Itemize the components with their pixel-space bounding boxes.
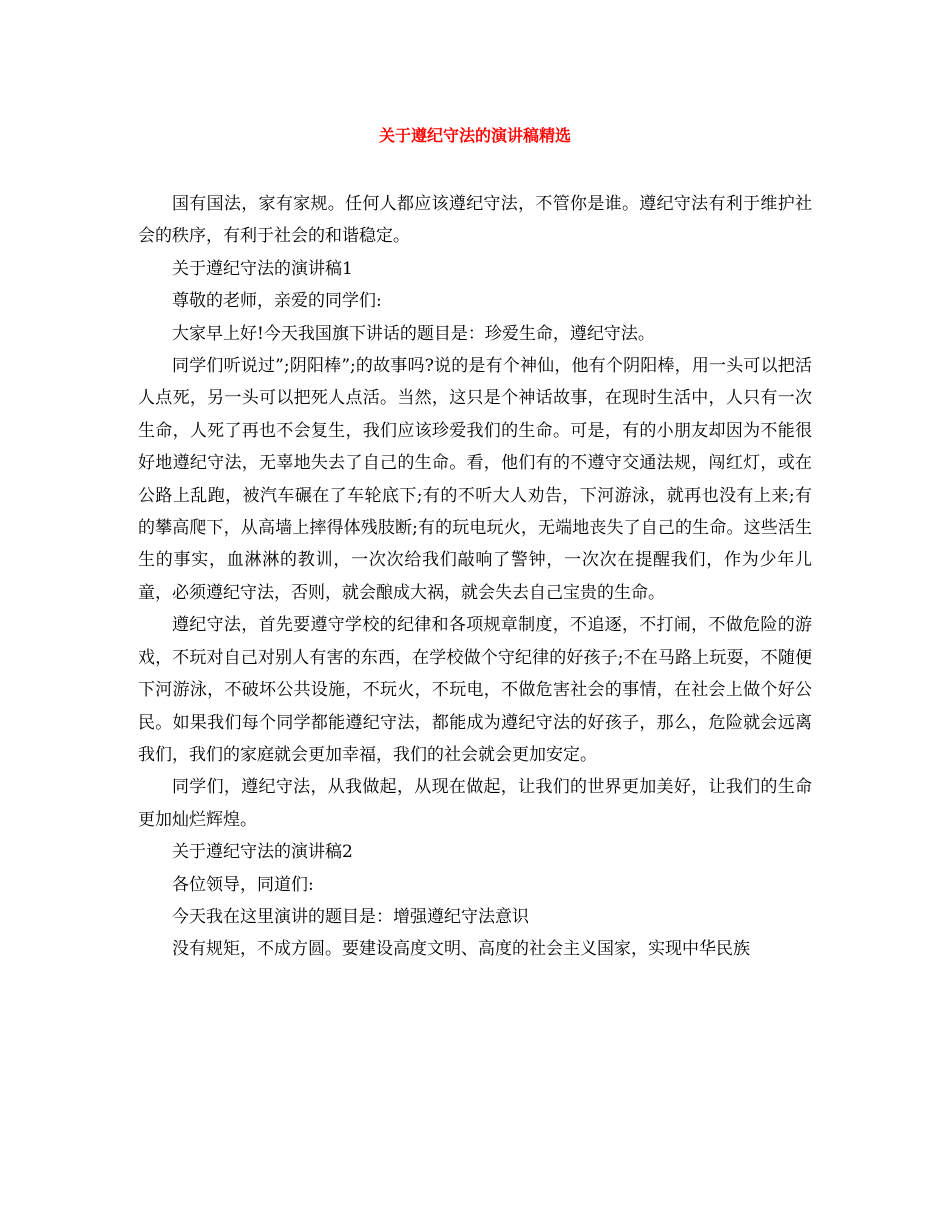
speech-1-paragraph-rules: 遵纪守法，首先要遵守学校的纪律和各项规章制度，不追逐，不打闹，不做危险的游戏，不玩对自己对别人有害的东西，在学校做个守纪律的好孩子;不在马路上玩耍，不随便下河游泳，不破坏公共设施，不玩火，不玩电，不做危害社会的事情，在社会上做个好公民。如果我们每个同学都能遵纪守法，都能成为遵纪守法的好孩子，那么，危险就会远离我们，我们的家庭就会更加幸福，我们的社会就会更加安定。 [138,615,812,765]
document-title: 关于遵纪守法的演讲稿精选 [378,126,571,145]
speech-2-topic: 今天我在这里演讲的题目是：增强遵纪守法意识 [172,906,529,927]
speech-2-heading: 关于遵纪守法的演讲稿2 [172,842,353,863]
speech-1-salutation: 尊敬的老师，亲爱的同学们: [172,291,382,312]
speech-1-paragraph-closing: 同学们，遵纪守法，从我做起，从现在做起，让我们的世界更加美好，让我们的生命更加灿烂辉煌。 [138,777,812,830]
document-body [138,188,812,966]
speech-1-heading: 关于遵纪守法的演讲稿1 [172,258,353,279]
paragraph-intro: 国有国法，家有家规。任何人都应该遵纪守法，不管你是谁。遵纪守法有利于维护社会的秩序，有利于社会的和谐稳定。 [138,194,812,247]
speech-1-paragraph-story: 同学们听说过”;阴阳棒”;的故事吗?说的是有个神仙，他有个阴阳棒，用一头可以把活人点死，另一头可以把死人点活。当然，这只是个神话故事，在现时生活中，人只有一次生命，人死了再也不会复生，我们应该珍爱我们的生命。可是，有的小朋友却因为不能很好地遵纪守法，无辜地失去了自己的生命。看，他们有的不遵守交通法规，闯红灯，或在公路上乱跑，被汽车碾在了车轮底下;有的不听大人劝告，下河游泳，就再也没有上来;有的攀高爬下，从高墙上摔得体残肢断;有的玩电玩火，无端地丧失了自己的生命。这些活生生的事实，血淋淋的教训，一次次给我们敲响了警钟，一次次在提醒我们，作为少年儿童，必须遵纪守法，否则，就会酿成大祸，就会失去自己宝贵的生命。 [138,356,812,603]
speech-2-salutation: 各位领导，同道们: [172,874,314,895]
speech-2-paragraph-opening: 没有规矩，不成方圆。要建设高度文明、高度的社会主义国家，实现中华民族 [172,939,750,960]
speech-1-greeting: 大家早上好!今天我国旗下讲话的题目是：珍爱生命，遵纪守法。 [172,323,655,344]
